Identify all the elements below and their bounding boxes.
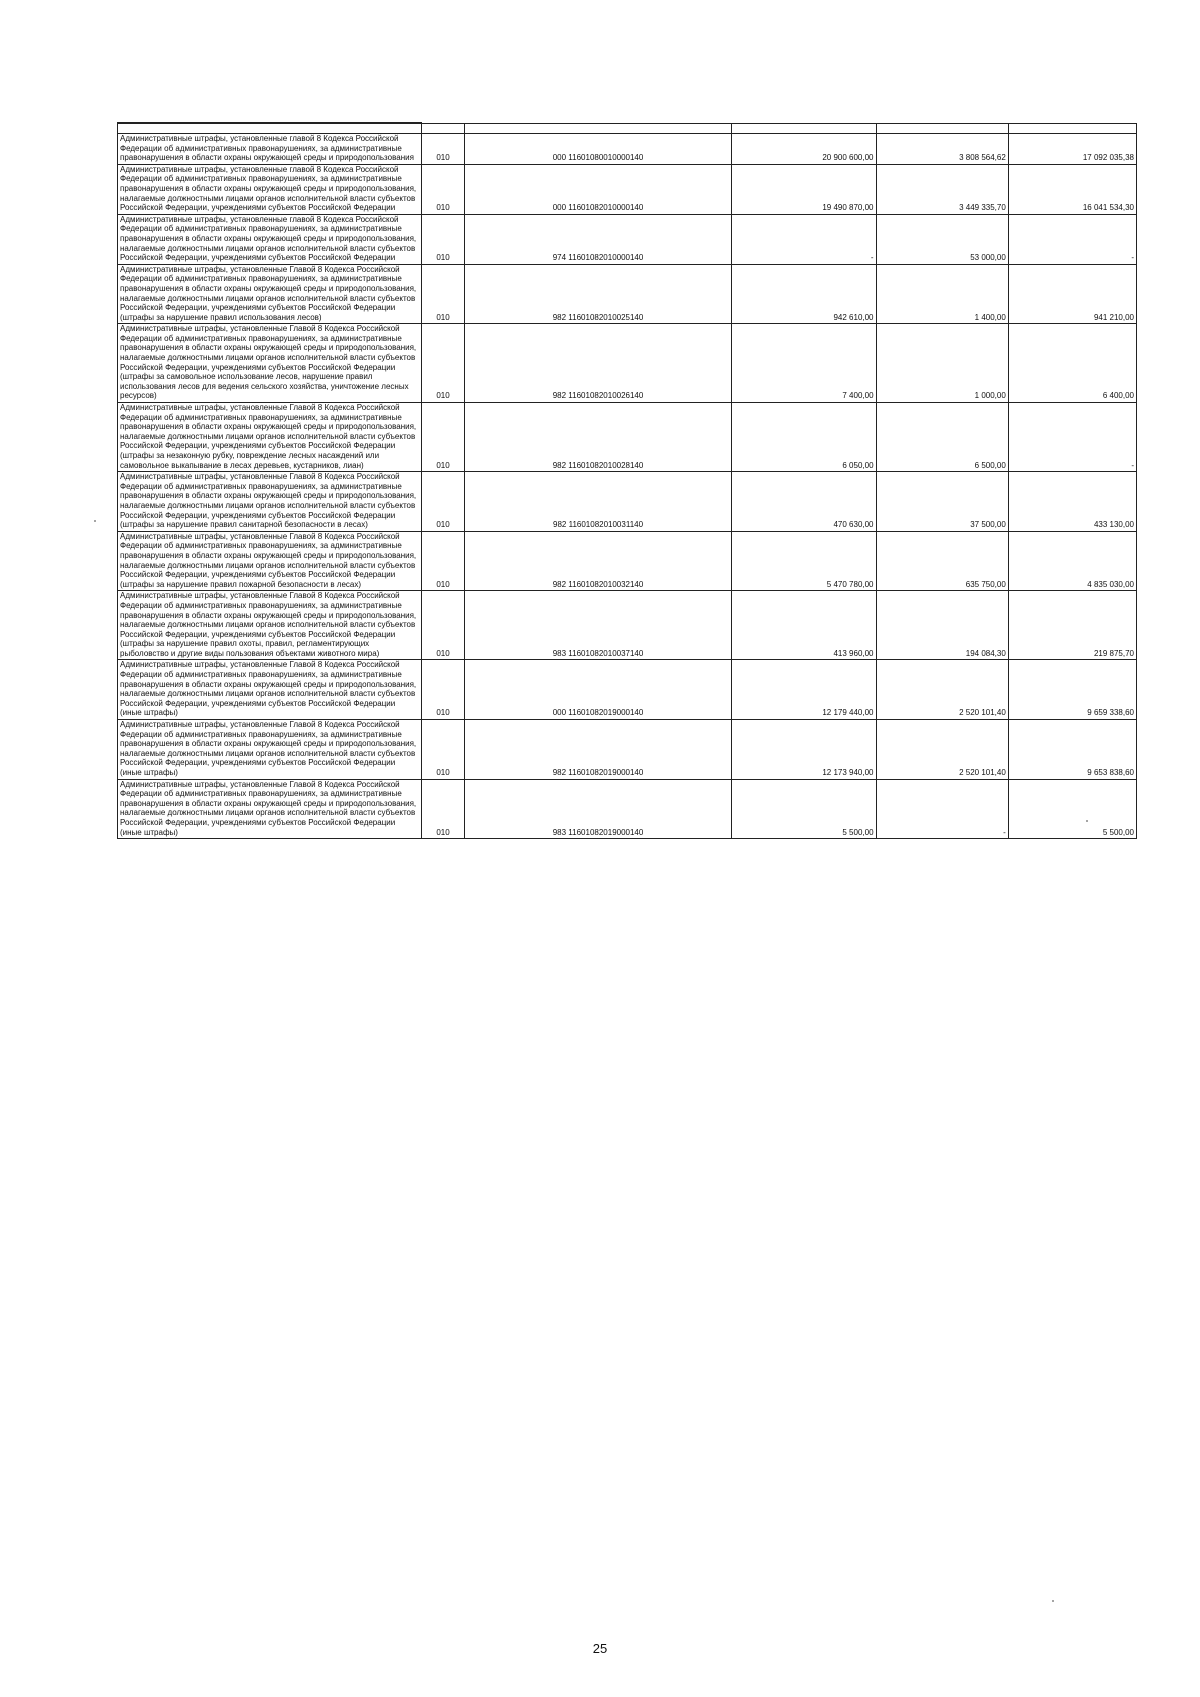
row-remaining-cell: 9 659 338,60 <box>1008 660 1136 720</box>
row-executed-cell: 3 449 335,70 <box>876 164 1008 214</box>
row-code-cell: 010 <box>421 472 464 532</box>
row-remaining-cell: 433 130,00 <box>1008 472 1136 532</box>
table-row <box>118 164 1137 214</box>
row-remaining-cell: 17 092 035,38 <box>1008 134 1136 165</box>
scan-speck <box>1052 1600 1054 1602</box>
table-row <box>118 472 1137 532</box>
row-approved-cell: 20 900 600,00 <box>731 134 876 165</box>
row-executed-cell: 1 400,00 <box>876 264 1008 324</box>
row-kbk-cell: 000 11601082019000140 <box>465 660 732 720</box>
row-code-cell: 010 <box>421 720 464 780</box>
row-kbk-cell: 983 11601082019000140 <box>465 779 732 839</box>
row-approved-cell: 12 179 440,00 <box>731 660 876 720</box>
row-kbk-cell: 982 11601082010031140 <box>465 472 732 532</box>
row-kbk-cell: 982 11601082010032140 <box>465 531 732 591</box>
table-row <box>118 403 1137 472</box>
row-code-cell: 010 <box>421 134 464 165</box>
row-remaining-cell: 4 835 030,00 <box>1008 531 1136 591</box>
row-kbk-cell: 982 11601082010025140 <box>465 264 732 324</box>
row-kbk-cell: 000 11601080010000140 <box>465 134 732 165</box>
row-kbk-cell: 982 11601082019000140 <box>465 720 732 780</box>
row-remaining-cell: 16 041 534,30 <box>1008 164 1136 214</box>
row-name-cell: Административные штрафы, установленные Главой 8 Кодекса Российской Федерации об административных правонарушениях, за административные правонарушения в области охраны окружающей среды и природопользования, налагаемые должностными лицами органов исполнительной власти субъектов Российской Федерации, учреждениями субъектов Российской Федерации (штрафы за нарушение правил использования лесов) <box>118 264 422 324</box>
row-approved-cell: 6 050,00 <box>731 403 876 472</box>
row-executed-cell: 3 808 564,62 <box>876 134 1008 165</box>
table-row <box>118 531 1137 591</box>
row-approved-cell: 942 610,00 <box>731 264 876 324</box>
row-remaining-cell: 5 500,00 <box>1008 779 1136 839</box>
row-remaining-cell: 941 210,00 <box>1008 264 1136 324</box>
page-number: 25 <box>592 1641 608 1656</box>
table-top-border <box>118 123 1137 134</box>
row-approved-cell: 12 173 940,00 <box>731 720 876 780</box>
scan-speck <box>94 520 96 522</box>
row-remaining-cell: 9 653 838,60 <box>1008 720 1136 780</box>
table-row <box>118 324 1137 403</box>
row-remaining-cell: - <box>1008 403 1136 472</box>
row-code-cell: 010 <box>421 660 464 720</box>
row-remaining-cell: - <box>1008 214 1136 264</box>
row-kbk-cell: 982 11601082010026140 <box>465 324 732 403</box>
row-name-cell: Административные штрафы, установленные главой 8 Кодекса Российской Федерации об административных правонарушениях, за административные правонарушения в области охраны окружающей среды и природопользования, налагаемые должностными лицами органов исполнительной власти субъектов Российской Федерации, учреждениями субъектов Российской Федерации <box>118 164 422 214</box>
table-row <box>118 720 1137 780</box>
row-remaining-cell: 6 400,00 <box>1008 324 1136 403</box>
row-kbk-cell: 974 11601082010000140 <box>465 214 732 264</box>
row-name-cell: Административные штрафы, установленные Главой 8 Кодекса Российской Федерации об административных правонарушениях, за административные правонарушения в области охраны окружающей среды и природопользования, налагаемые должностными лицами органов исполнительной власти субъектов Российской Федерации, учреждениями субъектов Российской Федерации (штрафы за незаконную рубку, повреждение лесных насаждений или самовольное выкапывание в лесах деревьев, кустарников, лиан) <box>118 403 422 472</box>
row-kbk-cell: 982 11601082010028140 <box>465 403 732 472</box>
row-code-cell: 010 <box>421 403 464 472</box>
row-executed-cell: 1 000,00 <box>876 324 1008 403</box>
row-code-cell: 010 <box>421 531 464 591</box>
row-approved-cell: 5 470 780,00 <box>731 531 876 591</box>
table-row <box>118 591 1137 660</box>
row-kbk-cell: 000 11601082010000140 <box>465 164 732 214</box>
row-executed-cell: 2 520 101,40 <box>876 660 1008 720</box>
row-code-cell: 010 <box>421 214 464 264</box>
row-approved-cell: 7 400,00 <box>731 324 876 403</box>
row-name-cell: Административные штрафы, установленные Главой 8 Кодекса Российской Федерации об административных правонарушениях, за административные правонарушения в области охраны окружающей среды и природопользования, налагаемые должностными лицами органов исполнительной власти субъектов Российской Федерации, учреждениями субъектов Российской Федерации (иные штрафы) <box>118 779 422 839</box>
row-code-cell: 010 <box>421 164 464 214</box>
scan-speck <box>1086 820 1088 822</box>
table-row <box>118 779 1137 839</box>
row-code-cell: 010 <box>421 324 464 403</box>
row-executed-cell: 194 084,30 <box>876 591 1008 660</box>
row-name-cell: Административные штрафы, установленные главой 8 Кодекса Российской Федерации об административных правонарушениях, за административные правонарушения в области охраны окружающей среды и природопользования <box>118 134 422 165</box>
row-name-cell: Административные штрафы, установленные Главой 8 Кодекса Российской Федерации об административных правонарушениях, за административные правонарушения в области охраны окружающей среды и природопользования, налагаемые должностными лицами органов исполнительной власти субъектов Российской Федерации, учреждениями субъектов Российской Федерации (штрафы за нарушение правил санитарной безопасности в лесах) <box>118 472 422 532</box>
row-code-cell: 010 <box>421 591 464 660</box>
row-name-cell: Административные штрафы, установленные Главой 8 Кодекса Российской Федерации об административных правонарушениях, за административные правонарушения в области охраны окружающей среды и природопользования, налагаемые должностными лицами органов исполнительной власти субъектов Российской Федерации, учреждениями субъектов Российской Федерации (штрафы за нарушение правил пожарной безопасности в лесах) <box>118 531 422 591</box>
row-name-cell: Административные штрафы, установленные Главой 8 Кодекса Российской Федерации об административных правонарушениях, за административные правонарушения в области охраны окружающей среды и природопользования, налагаемые должностными лицами органов исполнительной власти субъектов Российской Федерации, учреждениями субъектов Российской Федерации (штрафы за самовольное использование лесов, нарушение правил использования лесов для ведения сельского хозяйства, уничтожение лесных ресурсов) <box>118 324 422 403</box>
row-name-cell: Административные штрафы, установленные Главой 8 Кодекса Российской Федерации об административных правонарушениях, за административные правонарушения в области охраны окружающей среды и природопользования, налагаемые должностными лицами органов исполнительной власти субъектов Российской Федерации, учреждениями субъектов Российской Федерации (штрафы за нарушение правил охоты, правил, регламентирующих рыболовство и другие виды пользования объектами животного мира) <box>118 591 422 660</box>
row-name-cell: Административные штрафы, установленные Главой 8 Кодекса Российской Федерации об административных правонарушениях, за административные правонарушения в области охраны окружающей среды и природопользования, налагаемые должностными лицами органов исполнительной власти субъектов Российской Федерации, учреждениями субъектов Российской Федерации (иные штрафы) <box>118 660 422 720</box>
revenue-table <box>117 122 1137 839</box>
table-row <box>118 660 1137 720</box>
row-approved-cell: 19 490 870,00 <box>731 164 876 214</box>
row-approved-cell: - <box>731 214 876 264</box>
row-executed-cell: 635 750,00 <box>876 531 1008 591</box>
row-remaining-cell: 219 875,70 <box>1008 591 1136 660</box>
row-code-cell: 010 <box>421 264 464 324</box>
table-row <box>118 264 1137 324</box>
row-name-cell: Административные штрафы, установленные главой 8 Кодекса Российской Федерации об административных правонарушениях, за административные правонарушения в области охраны окружающей среды и природопользования, налагаемые должностными лицами органов исполнительной власти субъектов Российской Федерации, учреждениями субъектов Российской Федерации <box>118 214 422 264</box>
row-kbk-cell: 983 11601082010037140 <box>465 591 732 660</box>
table-row <box>118 214 1137 264</box>
row-executed-cell: - <box>876 779 1008 839</box>
row-executed-cell: 6 500,00 <box>876 403 1008 472</box>
row-approved-cell: 5 500,00 <box>731 779 876 839</box>
row-approved-cell: 470 630,00 <box>731 472 876 532</box>
row-approved-cell: 413 960,00 <box>731 591 876 660</box>
row-executed-cell: 37 500,00 <box>876 472 1008 532</box>
row-name-cell: Административные штрафы, установленные Главой 8 Кодекса Российской Федерации об административных правонарушениях, за административные правонарушения в области охраны окружающей среды и природопользования, налагаемые должностными лицами органов исполнительной власти субъектов Российской Федерации, учреждениями субъектов Российской Федерации (иные штрафы) <box>118 720 422 780</box>
row-executed-cell: 53 000,00 <box>876 214 1008 264</box>
row-executed-cell: 2 520 101,40 <box>876 720 1008 780</box>
row-code-cell: 010 <box>421 779 464 839</box>
table-row <box>118 134 1137 165</box>
